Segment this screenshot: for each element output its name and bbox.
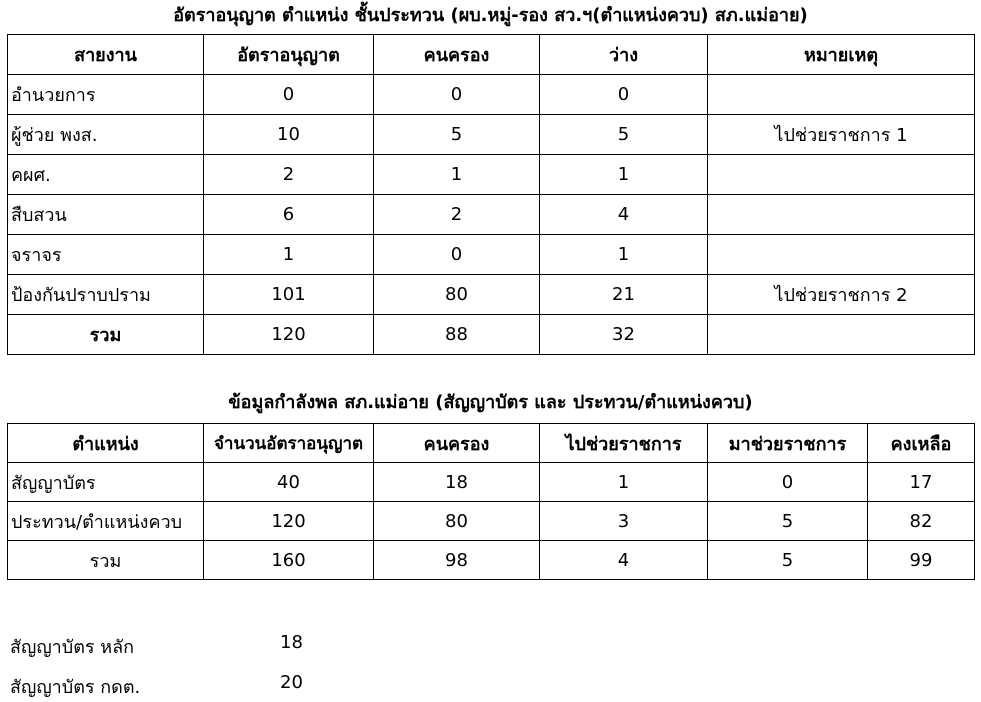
header-authorized-rate: อัตราอนุญาต bbox=[204, 35, 374, 75]
cell-total-authorized-rate: 120 bbox=[204, 315, 374, 355]
cell-authorized-rate: 10 bbox=[204, 115, 374, 155]
cell-position: ประทวน/ตำแหน่งควบ bbox=[8, 502, 204, 541]
table-header-row bbox=[8, 35, 975, 75]
header-remarks: หมายเหตุ bbox=[708, 35, 975, 75]
cell-remarks bbox=[708, 75, 975, 115]
cell-total-occupied: 98 bbox=[374, 541, 540, 580]
cell-seconded-in: 5 bbox=[708, 502, 868, 541]
cell-total-remaining: 99 bbox=[868, 541, 975, 580]
cell-remarks: ไปช่วยราชการ 2 bbox=[708, 275, 975, 315]
cell-occupied: 0 bbox=[374, 75, 540, 115]
cell-vacant: 5 bbox=[540, 115, 708, 155]
table-total-row bbox=[8, 315, 975, 355]
cell-authorized-count: 40 bbox=[204, 463, 374, 502]
cell-line-of-work: ผู้ช่วย พงส. bbox=[8, 115, 204, 155]
header-position: ตำแหน่ง bbox=[8, 424, 204, 463]
cell-remarks bbox=[708, 235, 975, 275]
table-row bbox=[8, 235, 975, 275]
table-row bbox=[8, 502, 975, 541]
staffing-rate-table bbox=[7, 34, 975, 355]
cell-total-occupied: 88 bbox=[374, 315, 540, 355]
cell-authorized-rate: 0 bbox=[204, 75, 374, 115]
cell-remarks bbox=[708, 195, 975, 235]
cell-total-remarks bbox=[708, 315, 975, 355]
cell-total-label: รวม bbox=[8, 315, 204, 355]
cell-remaining: 17 bbox=[868, 463, 975, 502]
header-occupied: คนครอง bbox=[374, 35, 540, 75]
summary-value: 20 bbox=[280, 672, 303, 693]
cell-authorized-rate: 2 bbox=[204, 155, 374, 195]
cell-occupied: 1 bbox=[374, 155, 540, 195]
table-row bbox=[8, 75, 975, 115]
cell-total-vacant: 32 bbox=[540, 315, 708, 355]
table-row bbox=[8, 275, 975, 315]
table1-title: อัตราอนุญาต ตำแหน่ง ชั้นประทวน (ผบ.หมู่-รอง สว.ฯ(ตำแหน่งควบ) สภ.แม่อาย) bbox=[173, 5, 808, 26]
summary-label: สัญญาบัตร หลัก bbox=[10, 637, 135, 658]
header-authorized-count: จำนวนอัตราอนุญาต bbox=[204, 424, 374, 463]
cell-vacant: 1 bbox=[540, 235, 708, 275]
table-row bbox=[8, 115, 975, 155]
table-header-row bbox=[8, 424, 975, 463]
cell-remarks: ไปช่วยราชการ 1 bbox=[708, 115, 975, 155]
table2-title: ข้อมูลกำลังพล สภ.แม่อาย (สัญญาบัตร และ ประทวน/ตำแหน่งควบ) bbox=[228, 392, 753, 413]
cell-total-authorized-count: 160 bbox=[204, 541, 374, 580]
cell-total-seconded-in: 5 bbox=[708, 541, 868, 580]
table-row bbox=[8, 155, 975, 195]
cell-position: สัญญาบัตร bbox=[8, 463, 204, 502]
cell-total-seconded-out: 4 bbox=[540, 541, 708, 580]
cell-line-of-work: คผศ. bbox=[8, 155, 204, 195]
table-row bbox=[8, 195, 975, 235]
cell-vacant: 21 bbox=[540, 275, 708, 315]
cell-line-of-work: อำนวยการ bbox=[8, 75, 204, 115]
cell-occupied: 2 bbox=[374, 195, 540, 235]
cell-seconded-in: 0 bbox=[708, 463, 868, 502]
cell-vacant: 0 bbox=[540, 75, 708, 115]
cell-line-of-work: ป้องกันปราบปราม bbox=[8, 275, 204, 315]
cell-occupied: 80 bbox=[374, 275, 540, 315]
header-remaining: คงเหลือ bbox=[868, 424, 975, 463]
personnel-data-table bbox=[7, 423, 975, 580]
cell-vacant: 4 bbox=[540, 195, 708, 235]
summary-value: 18 bbox=[280, 632, 303, 653]
header-occupied: คนครอง bbox=[374, 424, 540, 463]
cell-total-label: รวม bbox=[8, 541, 204, 580]
cell-seconded-out: 3 bbox=[540, 502, 708, 541]
table-row bbox=[8, 463, 975, 502]
cell-occupied: 0 bbox=[374, 235, 540, 275]
header-line-of-work: สายงาน bbox=[8, 35, 204, 75]
cell-authorized-count: 120 bbox=[204, 502, 374, 541]
header-seconded-out: ไปช่วยราชการ bbox=[540, 424, 708, 463]
cell-occupied: 80 bbox=[374, 502, 540, 541]
cell-seconded-out: 1 bbox=[540, 463, 708, 502]
cell-authorized-rate: 101 bbox=[204, 275, 374, 315]
cell-occupied: 5 bbox=[374, 115, 540, 155]
cell-vacant: 1 bbox=[540, 155, 708, 195]
table-total-row bbox=[8, 541, 975, 580]
summary-label: สัญญาบัตร กดต. bbox=[10, 677, 141, 698]
cell-occupied: 18 bbox=[374, 463, 540, 502]
cell-line-of-work: จราจร bbox=[8, 235, 204, 275]
cell-remaining: 82 bbox=[868, 502, 975, 541]
header-vacant: ว่าง bbox=[540, 35, 708, 75]
cell-remarks bbox=[708, 155, 975, 195]
cell-authorized-rate: 6 bbox=[204, 195, 374, 235]
cell-authorized-rate: 1 bbox=[204, 235, 374, 275]
cell-line-of-work: สืบสวน bbox=[8, 195, 204, 235]
header-seconded-in: มาช่วยราชการ bbox=[708, 424, 868, 463]
